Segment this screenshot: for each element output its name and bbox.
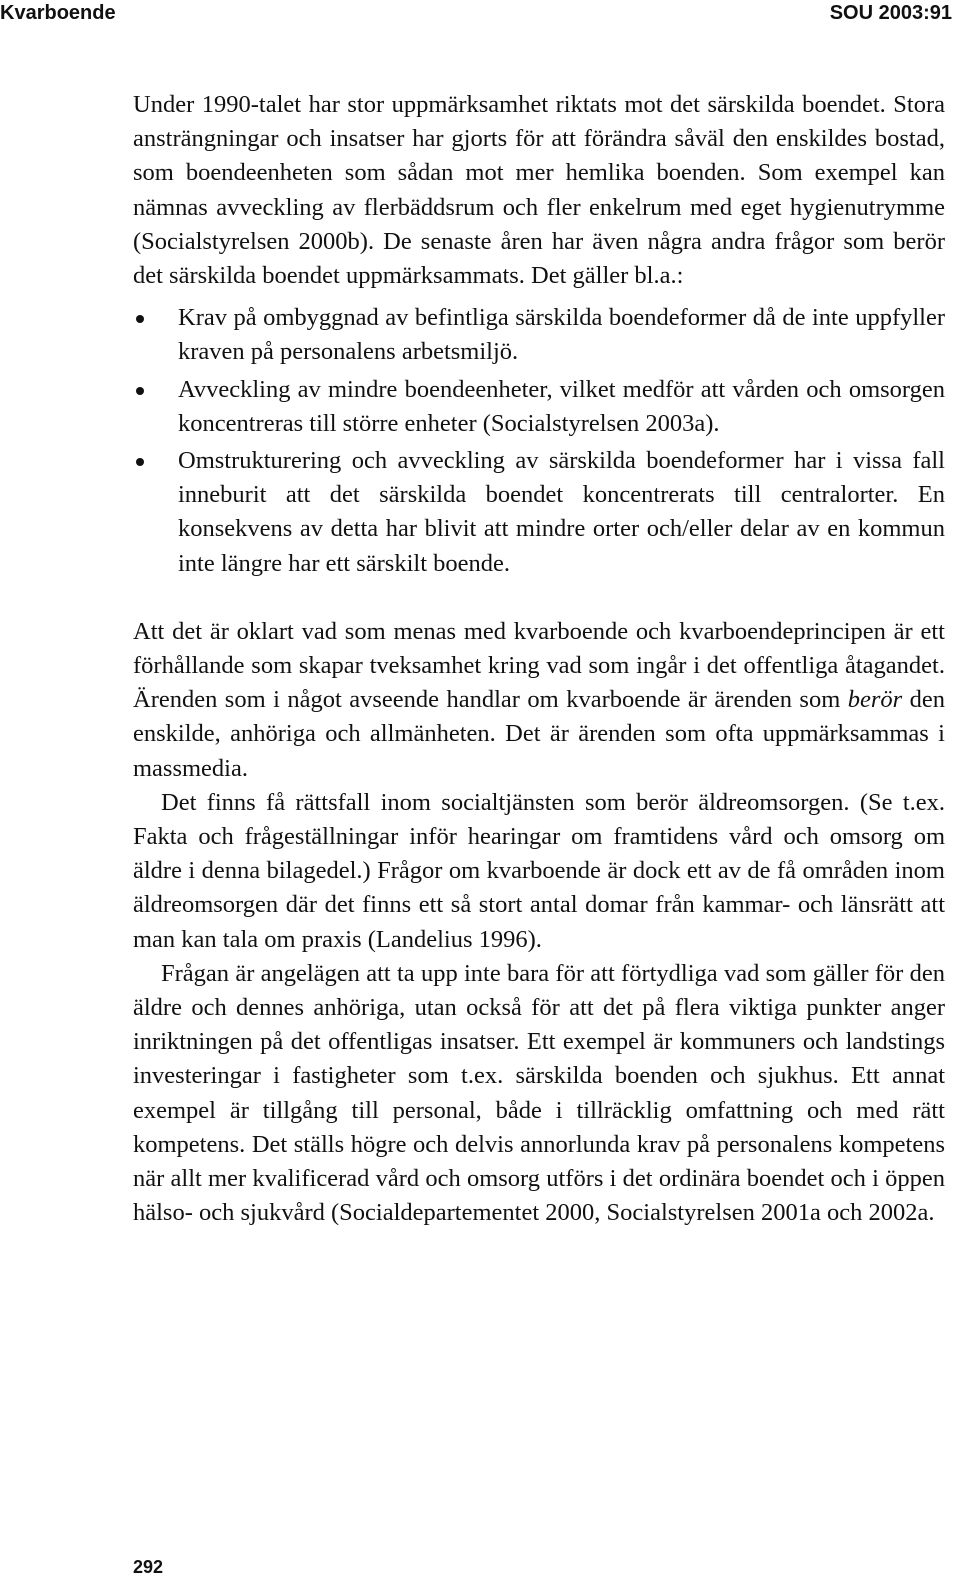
intro-paragraph: Under 1990-talet har stor uppmärksamhet riktats mot det särskilda boendet. Stora ansträngningar och insatser har gjorts för att förändra såväl den enskildes bostad, som boendeenheten som sådan mot mer hemlika boenden. Som exempel kan nämnas avveckling av flerbäddsrum och fler enkelrum med eget hygienutrymme (Socialstyrelsen 2000b). De senaste åren har även några andra frågor som berör det särskilda boendet uppmärksammats. Det gäller bl.a.: (133, 91, 945, 290)
running-header (0, 0, 960, 34)
bullet-text: Avveckling av mindre boendeenheter, vilket medför att vården och omsorgen koncentreras till större enheter (Socialstyrelsen 2003a). (178, 375, 945, 437)
paragraph-kvarboende (133, 615, 945, 786)
paragraph-text: den enskilde, anhöriga och allmänheten. Det är ärenden som ofta uppmärksammas i massmedia. (133, 686, 946, 782)
running-header-report-number: SOU 2003:91 (829, 2, 952, 24)
running-header-title: Kvarboende (0, 2, 116, 24)
paragraph-text: Att det är oklart vad som menas med kvarboende och kvarboendeprincipen är ett förhållande som skapar tveksamhet kring vad som ingår i det offentliga åtagandet. Ärenden som i något avseende handlar om kvarboende är ärenden som (133, 617, 945, 714)
bullet-icon (136, 387, 144, 395)
bullet-text: Omstrukturering och avveckling av särskilda boendeformer har i vissa fall inneburit att det särskilda boendet koncentrerats till centralorter. En konsekvens av detta har blivit att mindre orter och/eller delar av en kommun inte längre har ett särskilt boende. (178, 447, 945, 577)
bullet-item (133, 444, 945, 581)
bullet-icon (136, 315, 144, 323)
page-body (133, 88, 945, 1231)
bullet-text: Krav på ombyggnad av befintliga särskilda boendeformer då de inte uppfyller kraven på personalens arbetsmiljö. (178, 304, 945, 366)
bullet-icon (136, 458, 144, 466)
paragraph-angelagen: Frågan är angelägen att ta upp inte bara för att förtydliga vad som gäller för den äldre och dennes anhöriga, utan också för att det på flera viktiga punkter anger inriktningen på det offentligas insatser. Ett exempel är kommuners och landstings investeringar i fastigheter som t.ex. särskilda boenden och sjukhus. Ett annat exempel är tillgång till personal, både i tillräcklig omfattning och med rätt kompetens. Det ställs högre och delvis annorlunda krav på personalens kompetens när allt mer kvalificerad vård och omsorg utförs i det ordinära boendet och i öppen hälso- och sjukvård (Socialdepartementet 2000, Socialstyrelsen 2001a och 2002a. (133, 959, 945, 1227)
bullet-item (133, 373, 945, 441)
bullet-item (133, 301, 945, 369)
bullet-list (133, 301, 945, 581)
emphasized-word: berör (847, 686, 903, 714)
paragraph-rattsfall: Det finns få rättsfall inom socialtjänsten som berör äldreomsorgen. (Se t.ex. Fakta och frågeställningar inför hearingar om framtidens vård och omsorg om äldre i denna bilagedel.) Frågor om kvarboende är dock ett av de få områden inom äldreomsorgen där det finns ett så stort antal domar från kammar- och länsrätt att man kan tala om praxis (Landelius 1996). (133, 788, 945, 953)
page-number: 292 (133, 1557, 164, 1577)
